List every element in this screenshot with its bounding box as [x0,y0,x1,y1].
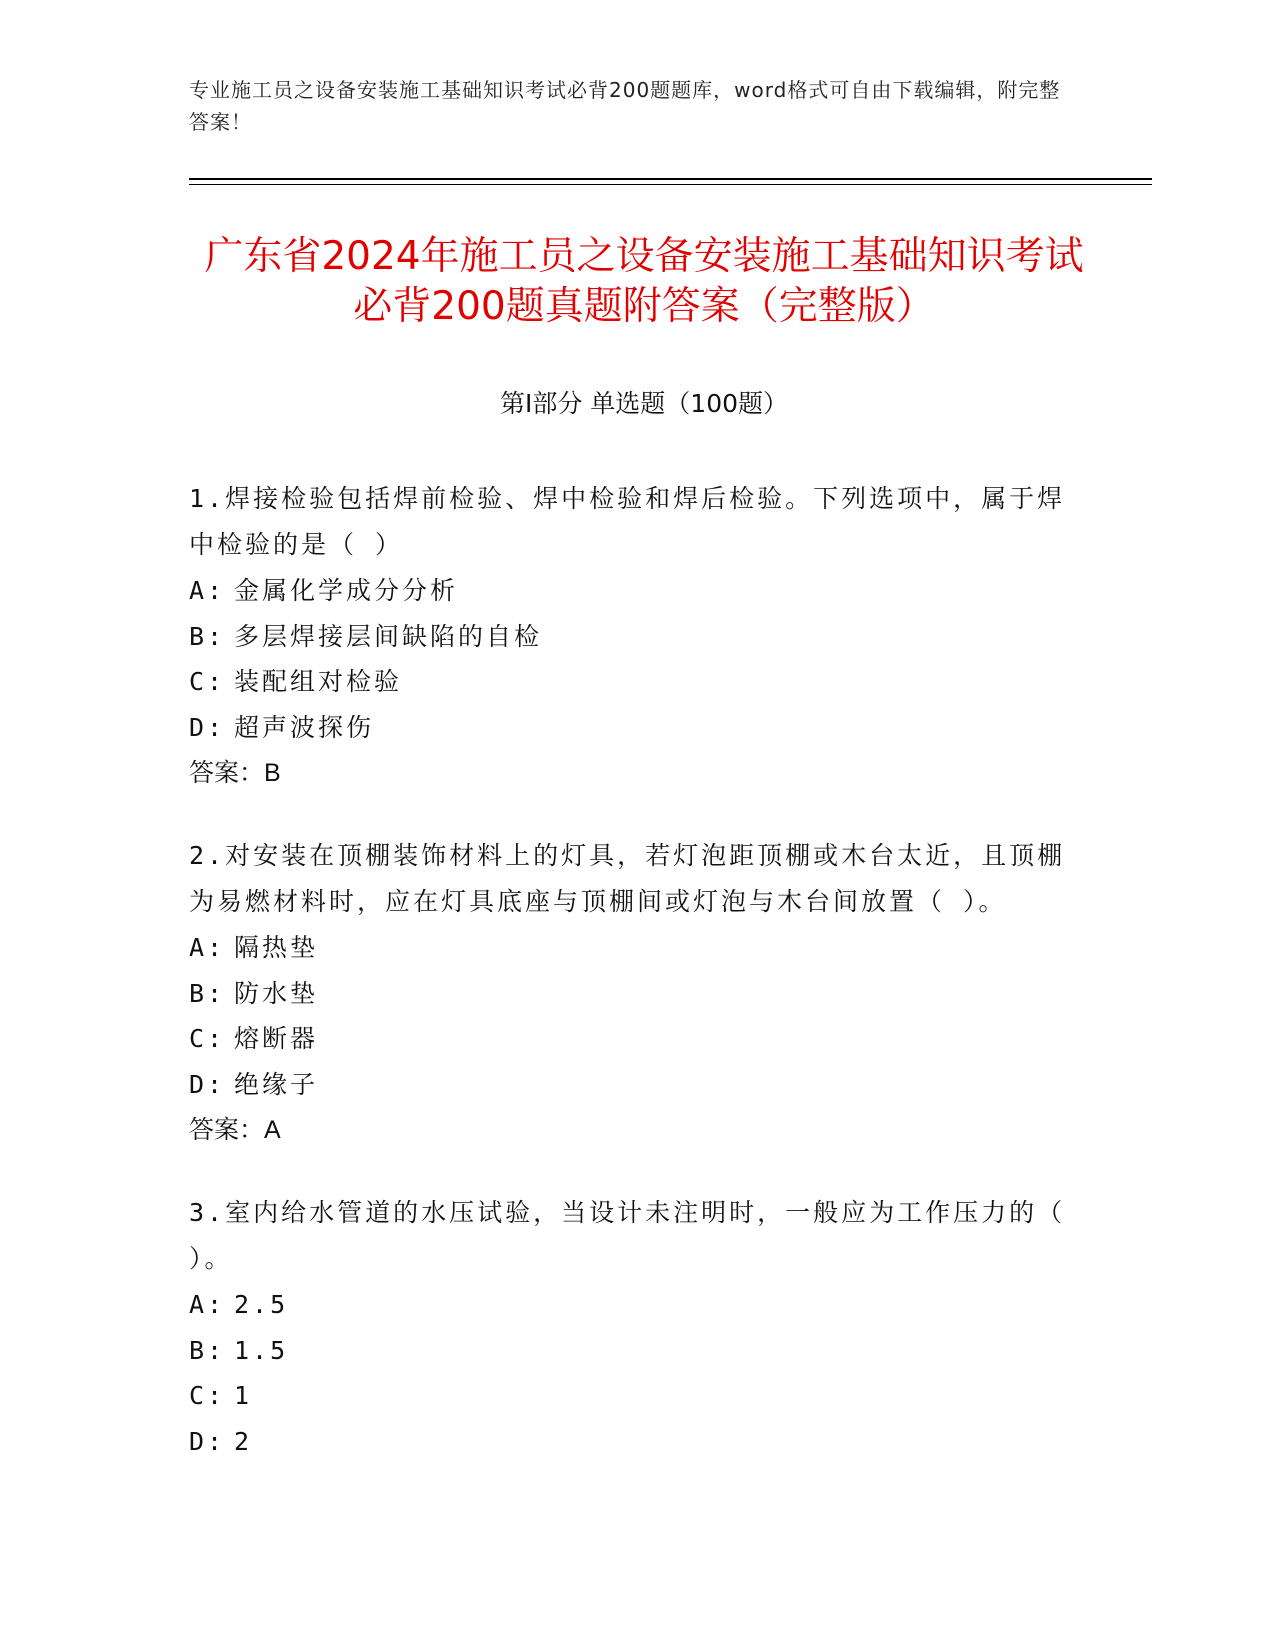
option-key: B: [189,621,226,651]
option-text: 超声波探伤 [234,712,375,742]
option-text: 2.5 [234,1290,289,1319]
option-a [189,568,1069,614]
option-text: 1.5 [234,1335,289,1365]
header-divider-thin [189,184,1152,185]
option-text: 熔断器 [234,1024,319,1053]
option-key: A: [189,933,226,962]
option-key: D: [189,1426,226,1456]
option-b [189,614,1069,660]
question-list [189,476,1069,1501]
option-b [189,971,1069,1017]
option-text: 防水垫 [234,978,319,1008]
option-text: 绝缘子 [234,1069,319,1099]
option-key: C: [189,667,226,696]
option-text: 装配组对检验 [234,667,403,696]
option-text: 2 [234,1426,253,1456]
header-divider-thick [189,178,1152,180]
option-d [189,1062,1069,1108]
option-key: A: [189,1290,226,1319]
option-text: 隔热垫 [234,933,319,962]
question-stem: 3.室内给水管道的水压试验，当设计未注明时，一般应为工作压力的（ ）。 [189,1198,1066,1273]
question-1 [189,476,1069,796]
question-2 [189,833,1069,1153]
option-d [189,1419,1069,1465]
option-text: 1 [234,1381,253,1410]
option-d [189,705,1069,751]
option-key: C: [189,1381,226,1410]
answer-line: 答案：A [189,1116,281,1144]
option-b [189,1328,1069,1374]
option-key: A: [189,576,226,605]
option-c [189,659,1069,705]
section-title: 第Ⅰ部分 单选题（100题） [499,389,789,418]
option-text: 多层焊接层间缺陷的自检 [234,621,543,651]
option-text: 金属化学成分分析 [234,576,459,605]
option-key: C: [189,1024,226,1053]
option-key: D: [189,712,226,742]
question-stem: 1.焊接检验包括焊前检验、焊中检验和焊后检验。下列选项中，属于焊中检验的是（ ） [189,484,1066,559]
question-3 [189,1190,1069,1464]
answer-line: 答案：B [189,759,281,787]
question-stem: 2.对安装在顶棚装饰材料上的灯具，若灯泡距顶棚或木台太近，且顶棚为易燃材料时，应在灯具底座与顶棚间或灯泡与木台间放置（ ）。 [189,841,1066,916]
option-a [189,1282,1069,1328]
option-c [189,1016,1069,1062]
option-c [189,1373,1069,1419]
option-a [189,925,1069,971]
option-key: D: [189,1069,226,1099]
option-key: B: [189,978,226,1008]
option-key: B: [189,1335,226,1365]
document-title: 广东省2024年施工员之设备安装施工基础知识考试必背200题真题附答案（完整版） [204,234,1084,329]
header-note: 专业施工员之设备安装施工基础知识考试必背200题题库，word格式可自由下载编辑，附完整答案！ [189,78,1061,134]
